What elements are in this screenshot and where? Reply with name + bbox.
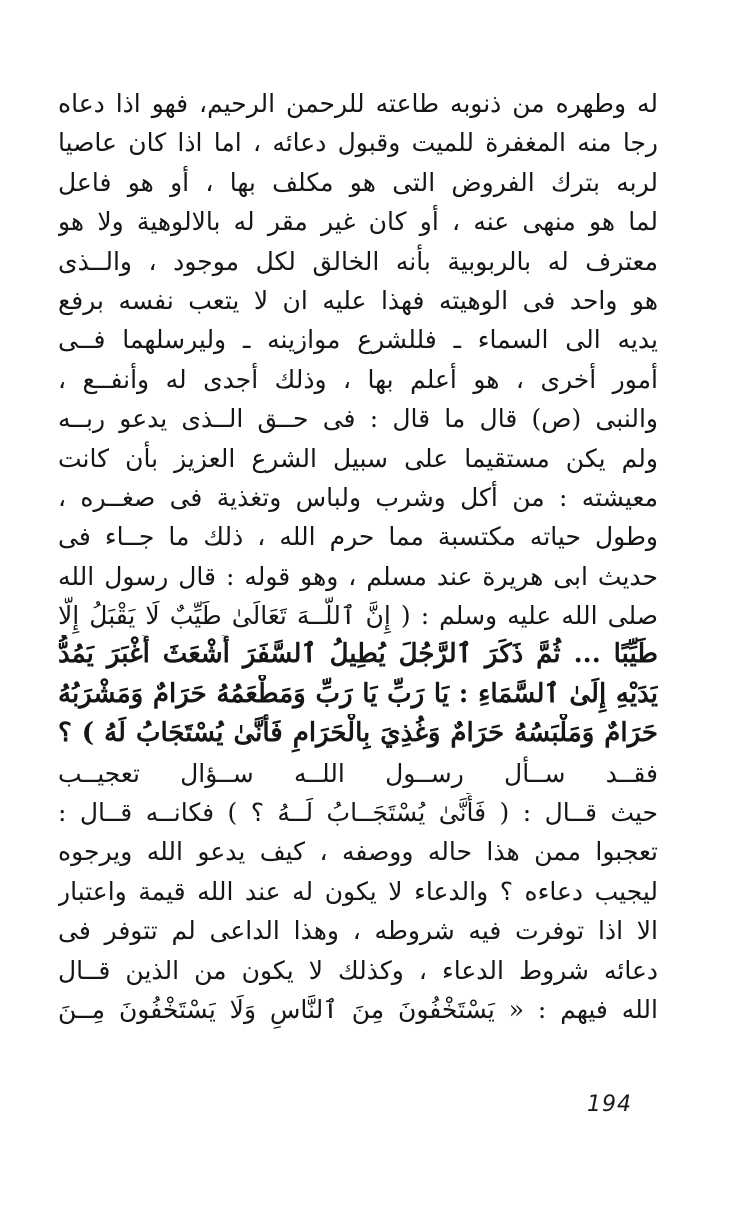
hadith-quote-line: يَدَيْهِ إِلَىٰ ٱلسَّمَاءِ : يَا رَبِّ يَا رَبِّ وَمَطْعَمُهُ حَرَامٌ وَمَشْرَبُهُ [58, 678, 658, 709]
quran-quote-line: الله فيهم : « يَسْتَخْفُونَ مِنَ ٱلنَّاسِ وَلَا يَسْتَخْفُونَ مِــنَ [58, 994, 658, 1024]
page-text [58, 84, 658, 1029]
hadith-quote-line: صلى الله عليه وسلم : ( إِنَّ ٱللَّــهَ تَعَالَىٰ طَيِّبٌ لَا يَقْبَلُ إِلَّا [58, 601, 658, 631]
text-line: تعجبوا ممن هذا حاله ووصفه ، كيف يدعو الله ويرجوه [58, 837, 658, 867]
text-line: لما هو منهى عنه ، أو كان غير مقر له بالالوهية ولا هو [58, 207, 658, 237]
text-line: دعائه شروط الدعاء ، وكذلك لا يكون من الذين قــال [58, 955, 658, 985]
text-line: وطول حياته مكتسبة مما حرم الله ، ذلك ما جــاء فى [58, 522, 658, 552]
text-line: حيث قــال : ( فَأَنَّىٰ يُسْتَجَــابُ لَــهُ ؟ ) فكانــه قــال : [58, 798, 658, 828]
page-number: 194 [587, 1092, 632, 1117]
text-line: هو واحد فى الوهيته فهذا عليه ان لا يتعب نفسه برفع [58, 285, 658, 315]
text-line: معترف له بالربوبية بأنه الخالق لكل موجود ، والــذى [58, 246, 658, 276]
text-line: لربه بترك الفروض التى هو مكلف بها ، أو هو فاعل [58, 167, 658, 197]
text-line: معيشته : من أكل وشرب ولباس وتغذية فى صغــره ، [58, 482, 658, 512]
text-line: والنبى (ص) قال ما قال : فى حــق الــذى يدعو ربــه [58, 404, 658, 434]
text-line: له وطهره من ذنوبه طاعته للرحمن الرحيم، فهو اذا دعاه [58, 89, 658, 118]
text-line: فقــد ســأل رســول اللــه ســؤال تعجيــب [58, 758, 658, 788]
text-line: ليجيب دعاءه ؟ والدعاء لا يكون له عند الله قيمة واعتبار [58, 876, 658, 906]
text-line: الا اذا توفرت فيه شروطه ، وهذا الداعى لم تتوفر فى [58, 916, 658, 946]
text-line: ولم يكن مستقيما على سبيل الشرع العزيز بأن كانت [58, 443, 658, 473]
text-line: أمور أخرى ، هو أعلم بها ، وذلك أجدى له وأنفــع ، [58, 364, 658, 394]
hadith-quote-line: حَرَامٌ وَمَلْبَسُهُ حَرَامٌ وَغُذِيَ بِالْحَرَامِ فَأَنَّىٰ يُسْتَجَابُ لَهُ ) ؟ [58, 718, 658, 749]
text-line: رجا منه المغفرة للميت وقبول دعائه ، اما اذا كان عاصيا [58, 128, 658, 158]
text-line: حديث ابى هريرة عند مسلم ، وهو قوله : قال رسول الله [58, 561, 658, 591]
text-line: يديه الى السماء ـ فللشرع موازينه ـ وليرسلهما فــى [58, 325, 658, 355]
hadith-quote-line: طَيِّبًا ... ثُمَّ ذَكَرَ ٱلرَّجُلَ يُطِيلُ ٱلسَّفَرَ أَشْعَثَ أَغْبَرَ يَمُدُّ [58, 639, 658, 670]
